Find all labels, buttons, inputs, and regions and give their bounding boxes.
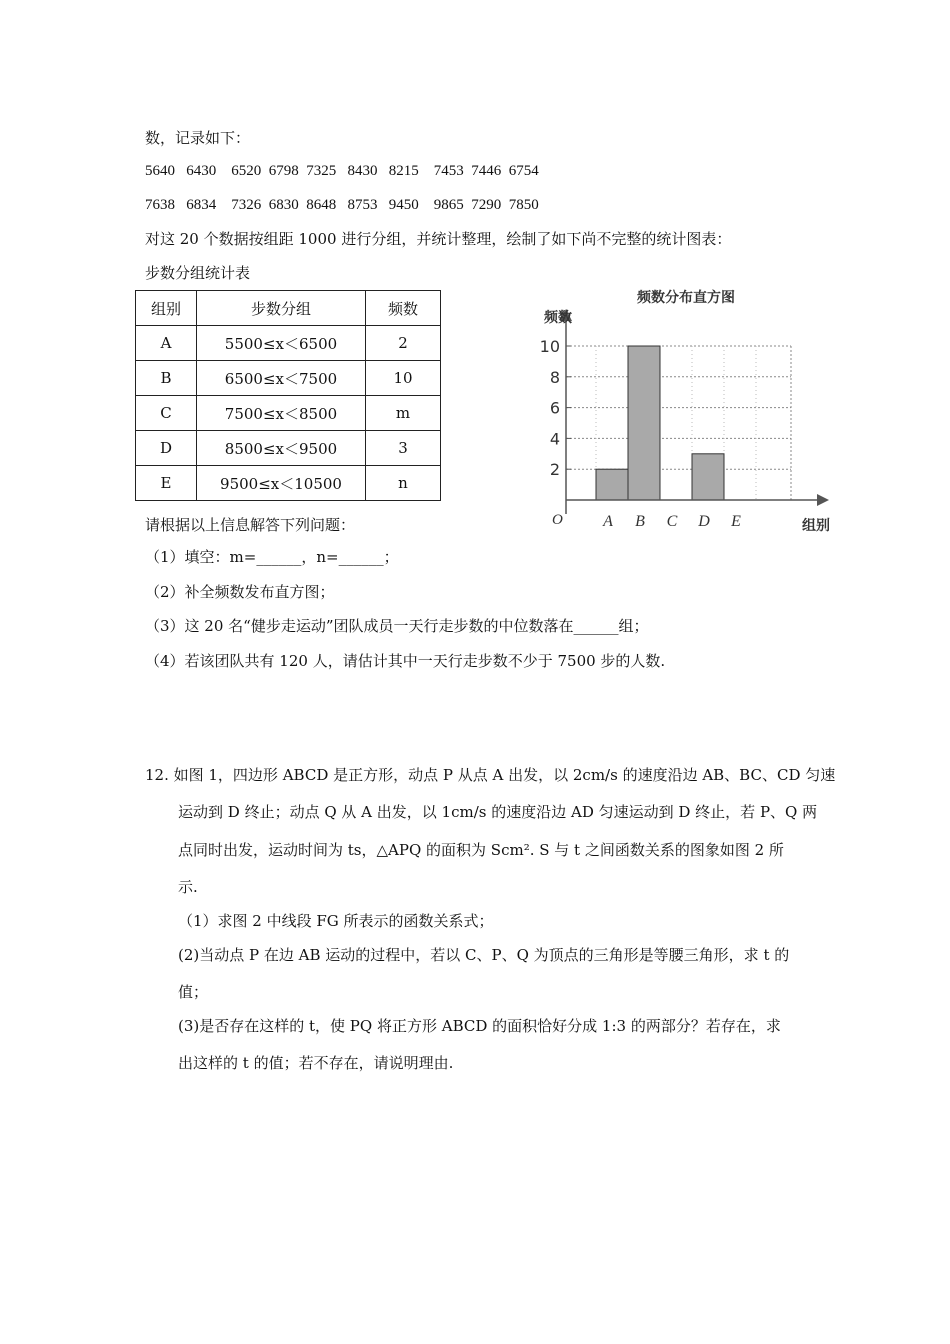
table-title: 步数分组统计表 [145,264,251,282]
y-tick-label: 6 [549,398,560,418]
histogram-bar-B [628,346,660,500]
y-tick-label: 2 [549,460,560,480]
table-cell: C [136,396,197,431]
table-cell: m [366,396,441,431]
y-tick-label: 4 [549,429,560,449]
table-header: 频数 [366,291,441,326]
problem12-sub3b: 出这样的 t 的值；若不存在，请说明理由. [178,1054,454,1072]
table-row [136,326,441,361]
step-group-table [135,290,441,501]
problem12-line3: 点同时出发，运动时间为 ts，△APQ 的面积为 Scm². S 与 t 之间函数关系的图象如图 2 所 [178,841,784,859]
data-row-2: 7638 6834 7326 6830 8648 8753 9450 9865 7290 7850 [145,197,539,213]
histogram-bar-A [596,469,628,500]
table-cell: 10 [366,361,441,396]
table-cell: B [136,361,197,396]
histogram-bar-D [692,454,724,500]
table-cell: 9500≤x＜10500 [197,466,366,501]
intro-text: 数，记录如下： [145,129,251,147]
x-tick-label: E [731,513,741,530]
table-row [136,361,441,396]
x-tick-label: B [635,513,645,530]
data-row-1: 5640 6430 6520 6798 7325 8430 8215 7453 7446 6754 [145,163,539,179]
question-2: （2）补全频数发布直方图； [145,583,335,601]
table-row [136,431,441,466]
y-axis-label: 频数 [544,310,572,326]
table-cell: 7500≤x＜8500 [197,396,366,431]
table-cell: 6500≤x＜7500 [197,361,366,396]
x-tick-label: D [698,513,710,530]
question-3: （3）这 20 名“健步走运动”团队成员一天行走步数的中位数落在______组； [145,617,649,635]
question-prompt: 请根据以上信息解答下列问题： [145,516,356,534]
y-tick-label: 8 [549,367,560,387]
table-header: 步数分组 [197,291,366,326]
problem12-sub2b: 值； [178,983,209,1001]
table-cell: E [136,466,197,501]
table-cell: D [136,431,197,466]
table-header-row [136,291,441,326]
origin-label: O [552,512,563,528]
problem12-line1: 12. 如图 1，四边形 ABCD 是正方形，动点 P 从点 A 出发，以 2cm/s 的速度沿边 AB、BC、CD 匀速 [145,766,836,784]
table-cell: 5500≤x＜6500 [197,326,366,361]
x-tick-label: A [603,513,613,530]
table-cell: A [136,326,197,361]
table-header: 组别 [136,291,197,326]
histogram-chart [536,286,836,538]
table-cell: 8500≤x＜9500 [197,431,366,466]
table-row [136,466,441,501]
y-tick-label: 10 [539,337,560,356]
grouping-text: 对这 20 个数据按组距 1000 进行分组，并统计整理，绘制了如下尚不完整的统计图表： [145,230,732,248]
problem12-sub3a: (3)是否存在这样的 t，使 PQ 将正方形 ABCD 的面积恰好分成 1:3 的两部分？若存在，求 [178,1017,781,1035]
problem12-line2: 运动到 D 终止；动点 Q 从 A 出发，以 1cm/s 的速度沿边 AD 匀速运动到 D 终止，若 P、Q 两 [178,803,818,821]
problem12-line4: 示. [178,878,198,896]
chart-title: 频数分布直方图 [637,290,735,306]
problem12-sub1: （1）求图 2 中线段 FG 所表示的函数关系式； [178,912,494,930]
question-4: （4）若该团队共有 120 人，请估计其中一天行走步数不少于 7500 步的人数. [145,652,666,670]
x-tick-label: C [666,513,678,530]
problem12-sub2a: (2)当动点 P 在边 AB 运动的过程中，若以 C、P、Q 为顶点的三角形是等腰三角形，求 t 的 [178,946,790,964]
table-cell: 3 [366,431,441,466]
table-row [136,396,441,431]
table-cell: n [366,466,441,501]
table-cell: 2 [366,326,441,361]
question-1: （1）填空：m=______，n=______； [145,548,399,566]
x-axis-label: 组别 [802,518,830,534]
